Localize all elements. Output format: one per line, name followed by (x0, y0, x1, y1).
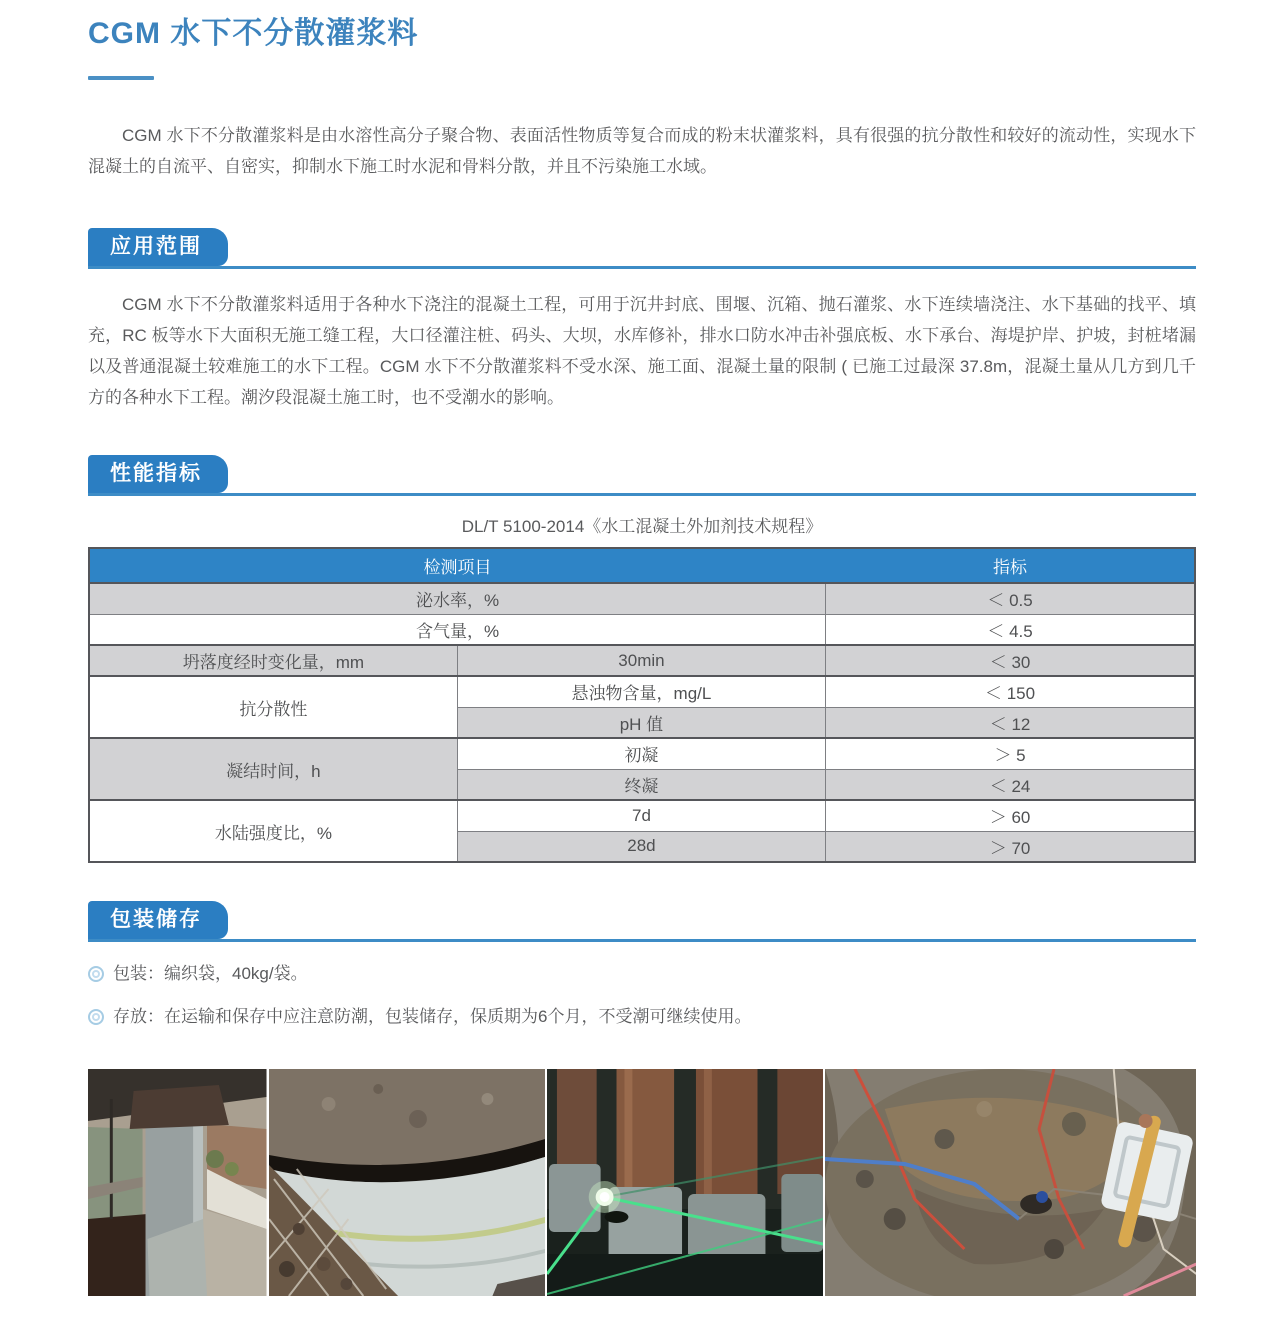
table-row (89, 676, 1195, 707)
cell-value: ＜ 12 (826, 707, 1195, 738)
table-row (89, 583, 1195, 614)
table-row (89, 614, 1195, 645)
intro-paragraph: CGM 水下不分散灌浆料是由水溶性高分子聚合物、表面活性物质等复合而成的粉末状灌浆料，具有很强的抗分散性和较好的流动性，实现水下混凝土的自流平、自密实，抑制水下施工时水泥和骨料分散，并且不污染施工水域。 (88, 126, 1196, 176)
cell-value: ＞ 70 (826, 831, 1195, 862)
ring-bullet-icon (88, 966, 104, 982)
section-tab-packaging: 包装储存 (88, 901, 228, 939)
cell-value: ＞ 5 (826, 738, 1195, 769)
cell-subitem: 28d (457, 831, 825, 862)
cell-value: ＜ 0.5 (826, 583, 1195, 614)
table-row (89, 645, 1195, 676)
cell-item: 含气量，% (89, 614, 826, 645)
cell-value: ＜ 4.5 (826, 614, 1195, 645)
cell-value: ＜ 24 (826, 769, 1195, 800)
photo-strip (88, 1069, 1196, 1296)
cell-subitem: 悬浊物含量，mg/L (457, 676, 825, 707)
col-header-indicator: 指标 (826, 548, 1195, 583)
photo-pier-column (88, 1069, 267, 1296)
cell-value: ＜ 30 (826, 645, 1195, 676)
bullet-text: 存放：在运输和保存中应注意防潮，包装储存，保质期为6个月，不受潮可继续使用。 (113, 1007, 752, 1026)
page-title: CGM 水下不分散灌浆料 (88, 17, 419, 50)
application-paragraph: CGM 水下不分散灌浆料适用于各种水下浇注的混凝土工程，可用于沉井封底、围堰、沉箱、抛石灌浆、水下连续墙浇注、水下基础的找平、填充，RC 板等水下大面积无施工缝工程，大口径灌注桩、码头、大坝，水库修补，排水口防水冲击补强底板、水下承台、海堤护岸、护坡，封桩堵漏以及普通混凝土较难施工的水下工程。CGM 水下不分散灌浆料不受水深、施工面、混凝土量的限制 ( 已施工过最深 37.8m，混凝土量从几方到几千方的各种水下工程。潮汐段混凝土施工时，也不受潮水的影响。 (88, 295, 1196, 407)
standard-caption: DL/T 5100-2014《水工混凝土外加剂技术规程》 (461, 517, 823, 536)
table-row (89, 800, 1195, 831)
cell-subitem: 30min (457, 645, 825, 676)
title-underline (88, 76, 154, 80)
cell-item: 抗分散性 (89, 676, 457, 738)
cell-subitem: 7d (457, 800, 825, 831)
cell-item: 泌水率，% (89, 583, 826, 614)
cell-subitem: 初凝 (457, 738, 825, 769)
table-header-row (89, 548, 1195, 583)
section-header-performance (88, 455, 1196, 496)
photo-cofferdam-mud (825, 1069, 1196, 1296)
ring-bullet-icon (88, 1009, 104, 1025)
cell-item: 水陆强度比，% (89, 800, 457, 862)
photo-night-piers-laser (547, 1069, 823, 1296)
section-header-packaging (88, 901, 1196, 942)
section-tab-performance: 性能指标 (88, 455, 228, 493)
list-item (88, 1001, 1196, 1033)
performance-table (88, 547, 1196, 863)
bullet-text: 包装：编织袋，40kg/袋。 (113, 964, 308, 983)
cell-value: ＜ 150 (826, 676, 1195, 707)
cell-subitem: 终凝 (457, 769, 825, 800)
photo-pier-base-closeup (269, 1069, 545, 1296)
table-row (89, 738, 1195, 769)
section-header-application (88, 228, 1196, 269)
packaging-bullets (88, 958, 1196, 1033)
cell-subitem: pH 值 (457, 707, 825, 738)
cell-item: 凝结时间，h (89, 738, 457, 800)
col-header-item: 检测项目 (89, 548, 826, 583)
cell-item: 坍落度经时变化量，mm (89, 645, 457, 676)
cell-value: ＞ 60 (826, 800, 1195, 831)
list-item (88, 958, 1196, 990)
section-tab-application: 应用范围 (88, 228, 228, 266)
